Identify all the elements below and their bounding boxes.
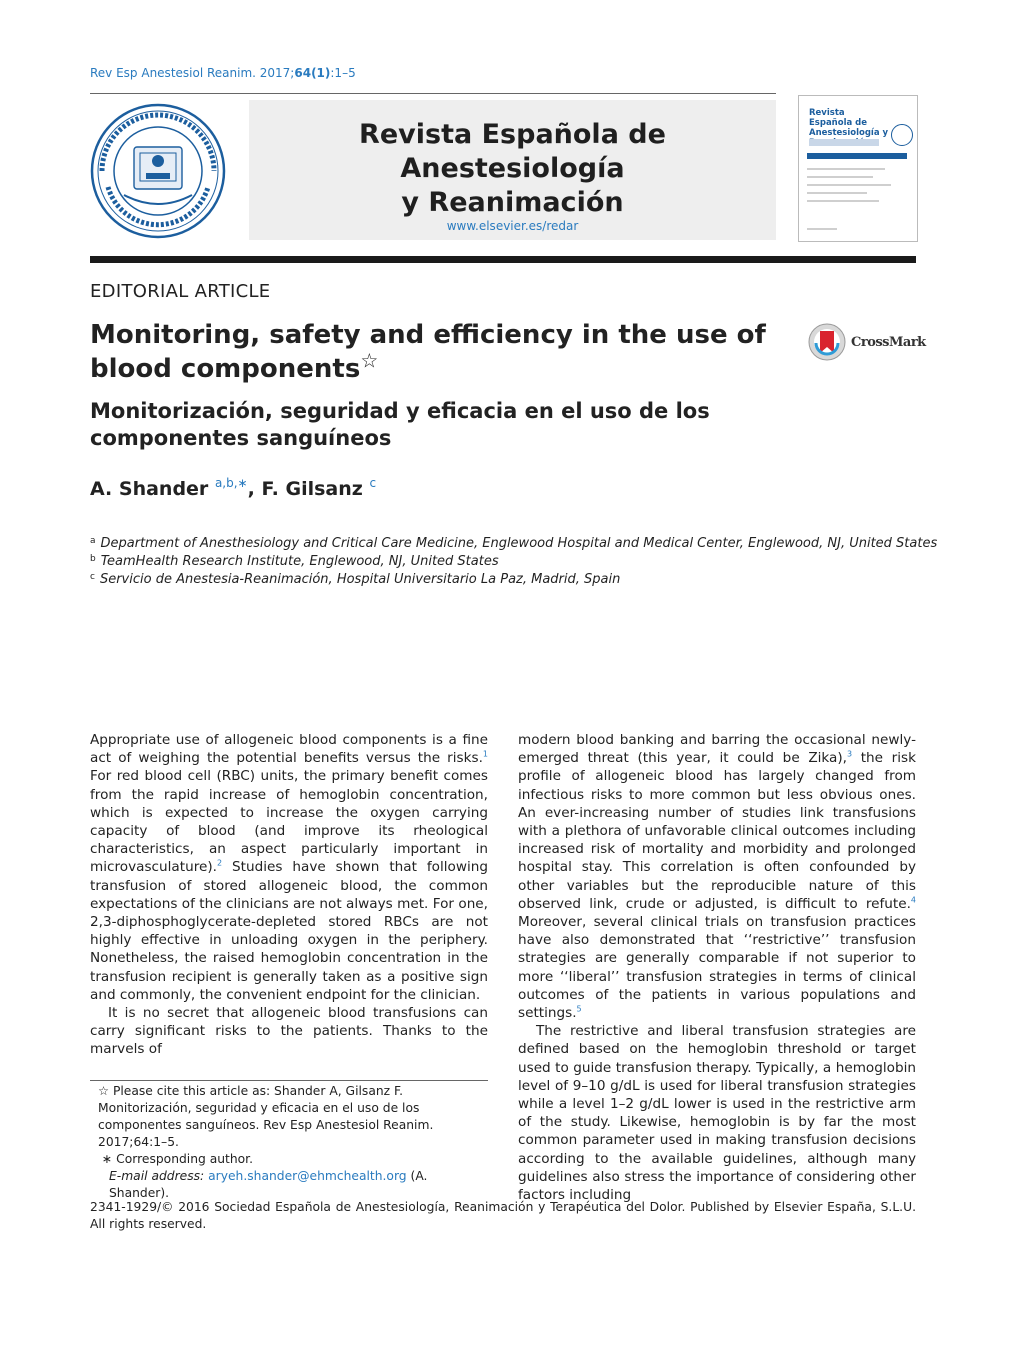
cover-emblem-icon [891, 124, 913, 146]
copyright-notice: 2341-1929/© 2016 Sociedad Española de Anestesiología, Reanimación y Terapéutica del Dolor. Published by Elsevier España, S.L.U. All rights reserved. [90, 1200, 916, 1231]
email-link[interactable]: aryeh.shander@ehmchealth.org [208, 1169, 407, 1183]
body-text: the risk profile of allogeneic blood has largely changed from infectious risks to more common but less obvious ones. An ever-increasing number of studies link transfusions with a plethora of unfavorable clinical outcomes including increased risk of mortality and morbidity and prolonged hospital stay. This correlation is often confounded by other variables but the reproducible nature of this observed link, crude or adjusted, is difficult to refute. [518, 750, 916, 912]
body-paragraph: The restrictive and liberal transfusion strategies are defined based on the hemoglobin threshold or target used to guide transfusion therapy. Typically, a hemoglobin level of 9–10 g/dL is used for liberal transfusion strategies while a level 1–2 g/dL lower is used in the restrictive arm of the study. Likewise, hemoglobin is by far the most common parameter used in making transfusion decisions according to the available guidelines, although many guidelines also stress the importance of considering other factors including [518, 1023, 916, 1204]
corresponding-author-mark[interactable]: ∗ [237, 476, 248, 490]
affiliation [90, 572, 620, 587]
footnote-mark: ∗ [101, 1152, 113, 1166]
author-name[interactable]: F. Gilsanz [261, 478, 363, 500]
body-text: Appropriate use of allogeneic blood components is a fine act of weighing the potential benefits versus the risks. [90, 732, 488, 767]
cover-text-line [807, 228, 837, 230]
author-name[interactable]: A. Shander [90, 478, 209, 500]
cover-text-line [807, 176, 873, 178]
citation-pages: :1–5 [330, 66, 356, 80]
affiliation-text: Servicio de Anestesia-Reanimación, Hospital Universitario La Paz, Madrid, Spain [99, 572, 621, 587]
body-paragraph: It is no secret that allogeneic blood transfusions can carry significant risks to the patients. Thanks to the marvels of [90, 1005, 488, 1058]
citation-journal: Rev Esp Anestesiol Reanim. 2017; [90, 66, 295, 80]
title-footnote-mark[interactable]: ☆ [360, 348, 379, 373]
affiliation-text: TeamHealth Research Institute, Englewood, NJ, United States [100, 554, 499, 569]
email-footnote [90, 1168, 488, 1202]
journal-url-link[interactable]: www.elsevier.es/redar [446, 219, 579, 233]
journal-citation[interactable] [90, 66, 356, 80]
footnote-text: Corresponding author. [116, 1152, 254, 1166]
body-text: modern blood banking and barring the occasional newly-emerged threat (this year, it could be Zika), [518, 732, 916, 767]
reference-link[interactable]: 4 [910, 895, 916, 905]
heavy-divider [90, 256, 916, 263]
cover-text-line [807, 184, 891, 186]
email-owner: (A. Shander). [109, 1169, 428, 1200]
reference-link[interactable]: 5 [576, 1004, 582, 1014]
reference-link[interactable]: 2 [216, 858, 223, 868]
body-text: For red blood cell (RBC) units, the primary benefit comes from the rapid increase of hemoglobin concentration, which is expected to increase the oxygen carrying capacity of blood (and improve its rheological characteristics, an aspect particularly important in microvasculature). [90, 768, 488, 876]
crossmark-label: CrossMark [851, 335, 926, 350]
body-column-right [518, 731, 916, 1204]
body-text: Studies have shown that following transfusion of stored allogeneic blood, the common expectations of the clinicians are not always met. For one, 2,3-diphosphoglycerate-depleted stored RBCs are not highly effective in unloading oxygen in the periphery. Nonetheless, the raised hemoglobin concentration in the transfusion recipient is generally taken as a positive sign and commonly, the convenient endpoint for the clinician. [90, 859, 488, 1003]
author-affiliation-refs[interactable]: a,b, [214, 476, 238, 490]
author-affiliation-refs[interactable]: c [369, 476, 377, 490]
cover-title: Revista Española de Anestesiología y [809, 108, 889, 138]
crossmark-icon [808, 323, 846, 361]
article-title [90, 318, 780, 386]
body-text: Moreover, several clinical trials on transfusion practices have also demonstrated that ‘‘restrictive’’ transfusion strategies are generally comparable if not superior to more ‘‘liberal’’ transfusion strategies in terms of clinical outcomes of the patients in various populations and settings. [518, 914, 916, 1022]
affiliation [90, 536, 937, 551]
crossmark-badge[interactable] [808, 323, 926, 363]
journal-title-line2: y Reanimación [401, 187, 624, 218]
header-rule [90, 93, 776, 94]
citation-issue: (1) [311, 66, 331, 80]
affiliation-label: c [90, 572, 95, 582]
email-label: E-mail address: [109, 1169, 205, 1183]
cover-bar [807, 153, 907, 159]
body-paragraph [90, 731, 488, 1004]
affiliation-text: Department of Anesthesiology and Critical Care Medicine, Englewood Hospital and Medical Center, Englewood, NJ, United States [100, 536, 938, 551]
body-paragraph [518, 731, 916, 1022]
society-seal-logo [90, 103, 226, 239]
cover-text-line [807, 168, 885, 170]
cover-text-line [807, 200, 879, 202]
reference-link[interactable]: 1 [482, 749, 488, 759]
article-type: EDITORIAL ARTICLE [90, 281, 271, 302]
footnote-rule [90, 1080, 488, 1081]
affiliation [90, 554, 499, 569]
citation-footnote [90, 1083, 488, 1151]
author-list: A. Shander $^{a,b,∗}$, F. Gilsanz $^c$ [90, 476, 377, 500]
journal-cover-thumbnail[interactable] [798, 95, 918, 242]
footnotes [90, 1083, 488, 1202]
citation-volume: 64 [294, 66, 312, 80]
reference-link[interactable]: 3 [847, 749, 853, 759]
footnote-text: Please cite this article as: Shander A, Gilsanz F. Monitorización, seguridad y eficacia en el uso de los componentes sanguíneos. Rev Esp Anestesiol Reanim. 2017;64:1–5. [98, 1084, 434, 1149]
corresponding-footnote [90, 1151, 488, 1168]
article-title-text: Monitoring, safety and efficiency in the use of blood components [90, 320, 766, 384]
affiliation-label: b [90, 554, 96, 564]
cover-text-line [807, 192, 867, 194]
body-column-left [90, 731, 488, 1059]
journal-title-line1: Revista Española de Anestesiología [359, 119, 666, 184]
journal-title [249, 118, 776, 220]
cover-subtitle-strip [809, 139, 879, 146]
footnote-mark: ☆ [98, 1084, 110, 1098]
affiliation-label: a [90, 536, 96, 546]
article-subtitle: Monitorización, seguridad y eficacia en el uso de los componentes sanguíneos [90, 399, 710, 450]
